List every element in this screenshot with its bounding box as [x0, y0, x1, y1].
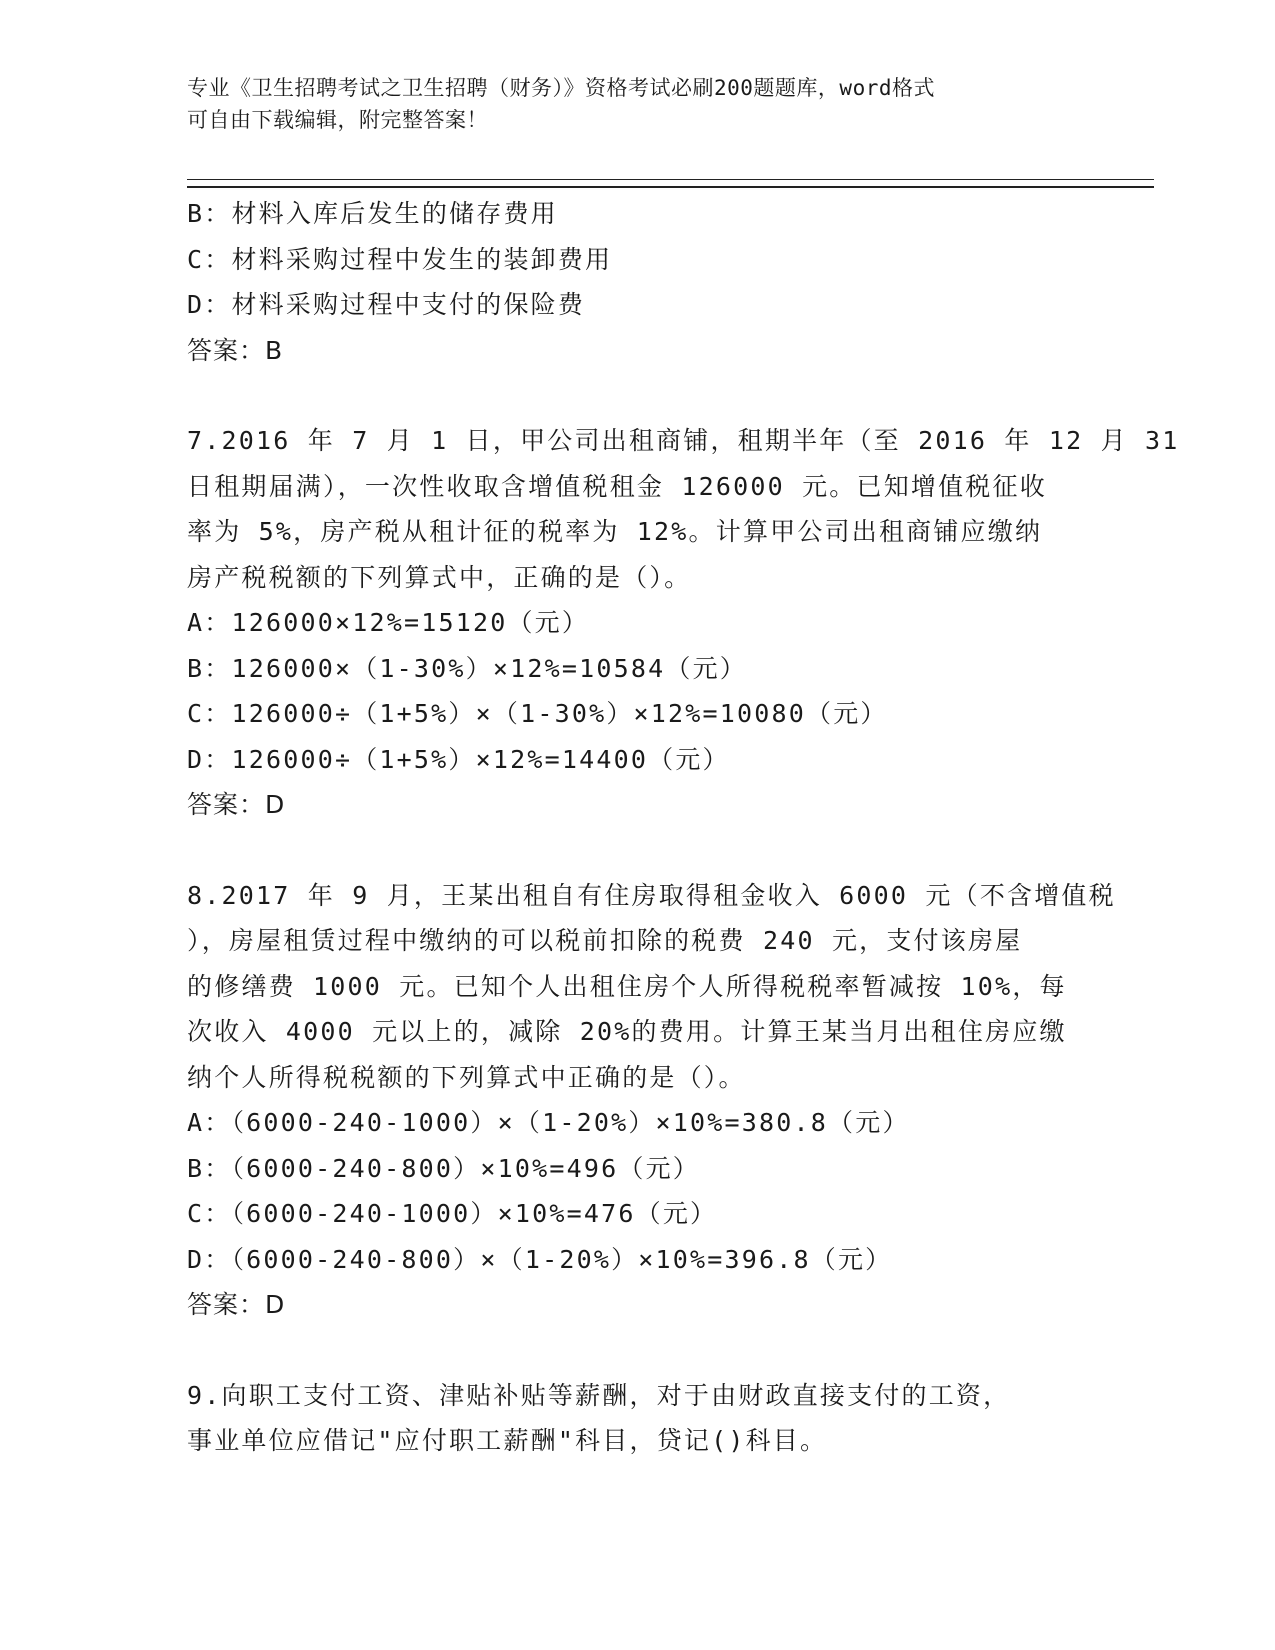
- question-text-line: 次收入 4000 元以上的，减除 20%的费用。计算王某当月出租住房应缴: [187, 1017, 1067, 1046]
- question-text-line: 纳个人所得税税额的下列算式中正确的是（）。: [187, 1062, 746, 1092]
- header-divider: [187, 179, 1154, 188]
- answer: 答案：D: [187, 790, 286, 819]
- option-d: D：（6000-240-800）×（1-20%）×10%=396.8（元）: [187, 1244, 893, 1274]
- option-c: C：（6000-240-1000）×10%=476（元）: [187, 1199, 718, 1228]
- option-d: D：材料采购过程中支付的保险费: [187, 290, 586, 319]
- question-text-line: 日租期届满），一次性收取含增值税租金 126000 元。已知增值税征收: [187, 471, 1047, 501]
- question-text-line: ），房屋租赁过程中缴纳的可以税前扣除的税费 240 元，支付该房屋: [187, 926, 1023, 955]
- option-a: A：（6000-240-1000）×（1-20%）×10%=380.8（元）: [187, 1108, 910, 1137]
- question-7: [187, 418, 1180, 828]
- question-text-line: 率为 5%，房产税从租计征的税率为 12%。计算甲公司出租商铺应缴纳: [187, 517, 1043, 546]
- option-c: C：126000÷（1+5%）×（1-30%）×12%=10080（元）: [187, 699, 888, 728]
- question-text-line: 的修缮费 1000 元。已知个人出租住房个人所得税税率暂减按 10%，每: [187, 971, 1067, 1001]
- spacer: [187, 828, 1087, 873]
- question-content: [187, 191, 1180, 1464]
- spacer: [187, 373, 1087, 418]
- question-text-line: 8.2017 年 9 月，王某出租自有住房取得租金收入 6000 元（不含增值税: [187, 880, 1116, 910]
- question-text-line: 房产税税额的下列算式中，正确的是（）。: [187, 562, 692, 592]
- question-text-line: 事业单位应借记"应付职工薪酬"科目，贷记()科目。: [187, 1426, 828, 1455]
- option-a: A：126000×12%=15120（元）: [187, 608, 590, 637]
- question-8: [187, 873, 1116, 1328]
- question-text-line: 7.2016 年 7 月 1 日，甲公司出租商铺，租期半年（至 2016 年 12 月 31: [187, 426, 1180, 455]
- header-title-line-2: 可自由下载编辑，附完整答案！: [187, 108, 488, 132]
- question-9: [187, 1373, 1087, 1464]
- option-b: B：材料入库后发生的储存费用: [187, 199, 558, 228]
- question-text-line: 9.向职工支付工资、津贴补贴等薪酬，对于由财政直接支付的工资，: [187, 1380, 1011, 1410]
- header-title-line-1: 专业《卫生招聘考试之卫生招聘（财务）》资格考试必刷200题题库，word格式: [187, 76, 935, 100]
- answer: 答案：B: [187, 335, 284, 365]
- option-b: B：126000×（1-30%）×12%=10584（元）: [187, 653, 747, 683]
- previous-question-options: [187, 191, 1087, 373]
- option-b: B：（6000-240-800）×10%=496（元）: [187, 1153, 700, 1183]
- answer: 答案：D: [187, 1290, 286, 1319]
- document-header: [187, 72, 1087, 136]
- spacer: [187, 1328, 1087, 1373]
- option-d: D：126000÷（1+5%）×12%=14400（元）: [187, 744, 730, 774]
- option-c: C：材料采购过程中发生的装卸费用: [187, 244, 613, 274]
